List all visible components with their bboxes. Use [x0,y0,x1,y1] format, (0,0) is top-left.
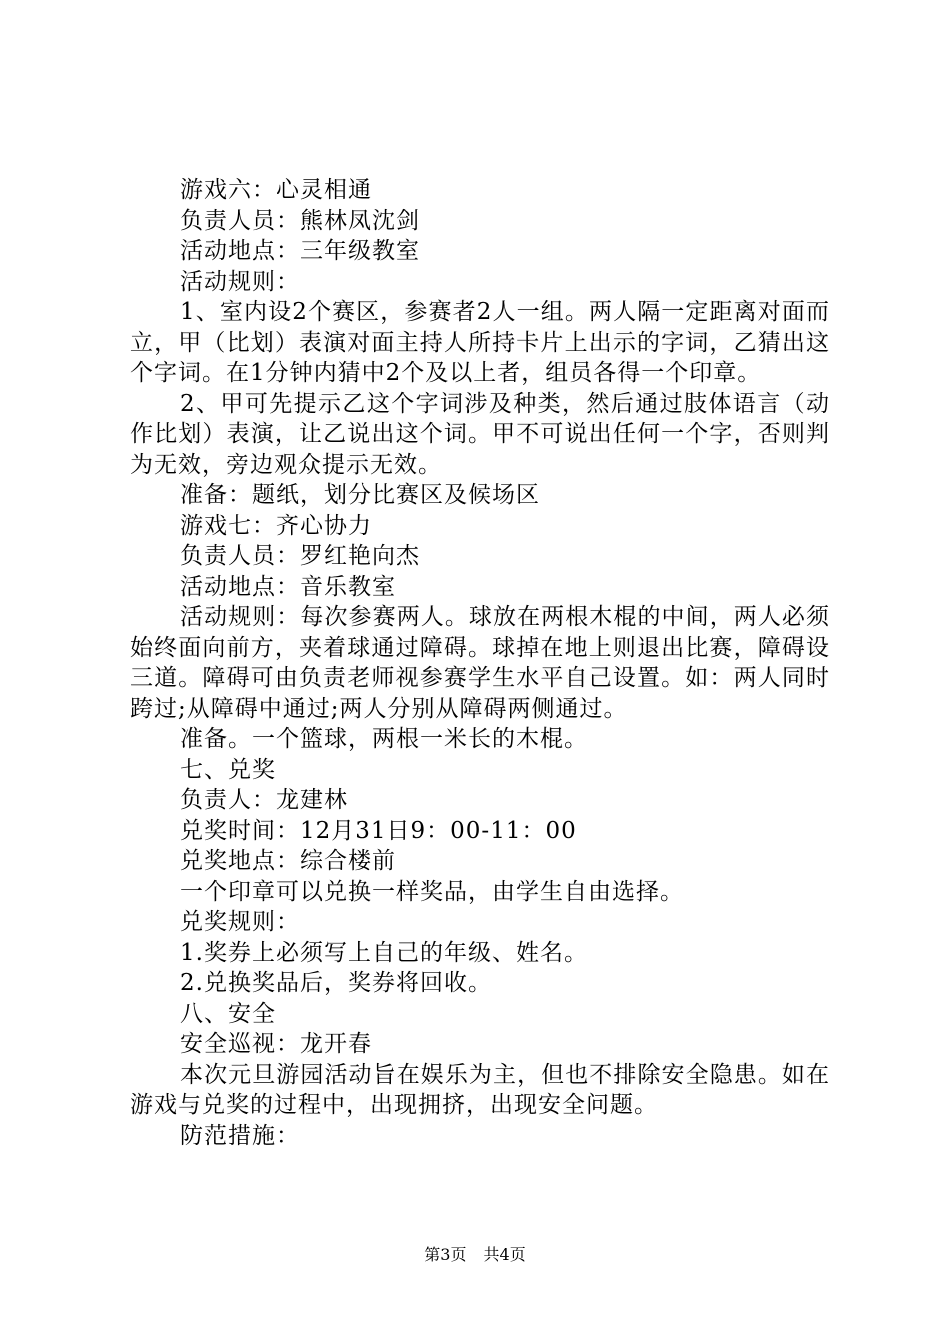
game7-location: 活动地点：音乐教室 [180,573,396,600]
page-number: 第3页 [424,1245,467,1264]
prize-location: 兑奖地点：综合楼前 [180,848,396,874]
prize-heading: 七、兑奖 [180,756,276,783]
page-footer [0,1244,950,1266]
prize-rule-1: 1.奖券上必须写上自己的年级、姓名。 [180,939,588,966]
game7-prep: 准备。一个篮球，两根一米长的木棍。 [180,726,588,752]
game6-location: 活动地点：三年级教室 [180,238,420,264]
game6-rules-heading: 活动规则： [180,268,300,295]
game7-staff: 负责人员：罗红艳向杰 [180,543,420,569]
game6-rule-2: 2、甲可先提示乙这个字词涉及种类，然后通过肢体语言（动作比划）表演，让乙说出这个词。甲不可说出任何一个字，否则判为无效，旁边观众提示无效。 [130,390,830,478]
document-body [130,175,830,1151]
prize-description: 一个印章可以兑换一样奖品，由学生自由选择。 [180,878,684,905]
game6-prep: 准备：题纸，划分比赛区及候场区 [180,482,540,508]
safety-description: 本次元旦游园活动旨在娱乐为主，但也不排除安全隐患。如在游戏与兑奖的过程中，出现拥挤，出现安全问题。 [130,1061,830,1118]
game6-title: 游戏六：心灵相通 [180,177,372,203]
game7-title: 游戏七：齐心协力 [180,512,372,539]
prize-rules-heading: 兑奖规则： [180,909,300,935]
game7-rules: 活动规则：每次参赛两人。球放在两根木棍的中间，两人必须始终面向前方，夹着球通过障碍。球掉在地上则退出比赛，障碍设三道。障碍可由负责老师视参赛学生水平自己设置。如：两人同时跨过;从障碍中通过;两人分别从障碍两侧通过。 [130,604,830,722]
prize-staff: 负责人：龙建林 [180,787,348,813]
safety-patrol: 安全巡视：龙开春 [180,1031,372,1057]
safety-measures: 防范措施： [180,1122,300,1149]
game6-rule-1: 1、室内设2个赛区，参赛者2人一组。两人隔一定距离对面而立，甲（比划）表演对面主持人所持卡片上出示的字词，乙猜出这个字词。在1分钟内猜中2个及以上者，组员各得一个印章。 [130,299,830,386]
game6-staff: 负责人员：熊林凤沈剑 [180,207,420,234]
prize-time: 兑奖时间：12月31日9：00-11：00 [180,817,577,844]
safety-heading: 八、安全 [180,1000,276,1027]
prize-rule-2: 2.兑换奖品后，奖券将回收。 [180,970,492,996]
page-total: 共4页 [483,1245,526,1264]
